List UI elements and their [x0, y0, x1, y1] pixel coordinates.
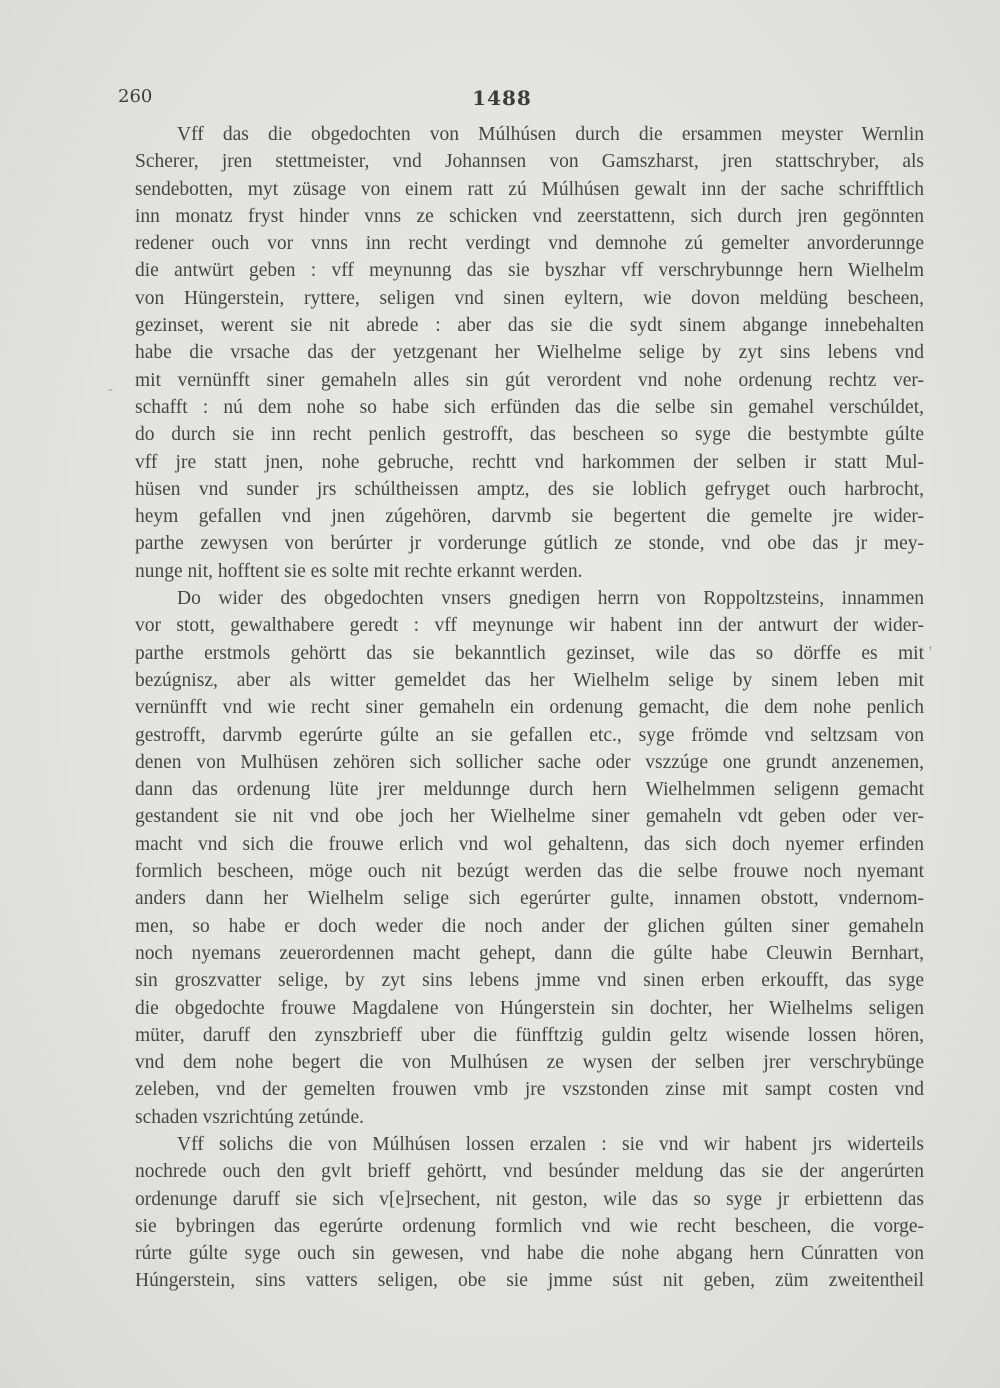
text-line: gezinset, werent sie nit abrede : aber das sie die sydt sinem abgange innebehalten	[135, 315, 924, 337]
text-line: Do wider des obgedochten vnsers gnedigen herrn von Roppoltzsteins, innammen	[177, 588, 924, 610]
text-line: Vff das die obgedochten von Múlhúsen durch die ersammen meyster Wernlin	[177, 124, 924, 145]
text-line: nochrede ouch den gvlt brieff gehörtt, vnd besúnder meldung das sie der angerúrten	[135, 1161, 924, 1183]
text-line: men, so habe er doch weder die noch ander der glichen gúlten siner gemaheln	[135, 915, 924, 937]
text-line: zeleben, vnd der gemelten frouwen vmb jre vszstonden zinse mit sampt costen vnd	[135, 1079, 924, 1101]
text-line: sin groszvatter selige, by zyt sins lebens jmme vnd sinen erben erkoufft, das syge	[135, 970, 924, 992]
text-line: hüsen vnd sunder jrs schúltheissen amptz, des sie loblich gefryget ouch harbrocht,	[135, 478, 924, 500]
text-line: habe die vrsache das der yetzgenant her Wielhelme selige by zyt sins lebens vnd	[135, 342, 924, 364]
body-text	[135, 121, 924, 1295]
text-line: schafft : nú dem nohe so habe sich erfünden das die selbe sin gemahel verschúldet,	[135, 396, 924, 418]
text-line: rúrte gúlte syge ouch sin gewesen, vnd habe die nohe abgang hern Cúnratten von	[135, 1243, 924, 1265]
page-number: 260	[118, 86, 153, 107]
text-line: parthe erstmols gehörtt das sie bekanntlich gezinset, wile das so dörffe es mit	[135, 642, 924, 664]
text-line: inn monatz fryst hinder vnns ze schicken vnd zeerstattenn, sich durch jren gegönnten	[135, 205, 924, 227]
paragraph	[135, 585, 924, 1131]
text-line: vernünfft vnd wie recht siner gemaheln ein ordenung gemacht, die dem nohe penlich	[135, 697, 924, 719]
page-header	[118, 86, 886, 116]
text-line: von Hüngerstein, ryttere, seligen vnd sinen eyltern, wie dovon meldüng bescheen,	[135, 287, 924, 309]
paragraph	[135, 1131, 924, 1295]
text-line: parthe zewysen von berúrter jr vorderunge gútlich ze stonde, vnd obe das jr mey-	[135, 533, 924, 555]
text-line: do durch sie inn recht penlich gestrofft, das bescheen so syge die bestymbte gúlte	[135, 424, 924, 446]
paragraph	[135, 121, 924, 585]
text-line: müter, daruff den zynszbrieff uber die fünfftzig guldin geltz wisende lossen hören,	[135, 1024, 924, 1046]
text-line: Vff solichs die von Múlhúsen lossen erzalen : sie vnd wir habent jrs widerteils	[177, 1133, 924, 1155]
text-line: denen von Mulhüsen zehören sich sollicher sache oder vszzúge one grundt anzenemen,	[135, 751, 924, 773]
text-line: Scherer, jren stettmeister, vnd Johannsen von Gamszharst, jren stattschryber, als	[135, 151, 924, 173]
margin-mark: '	[929, 644, 932, 661]
text-line: vff jre statt jnen, nohe gebruche, rechtt vnd harkommen der selben ir statt Mul-	[135, 451, 924, 473]
text-line: mit vernünfft siner gemaheln alles sin gút verordent vnd nohe ordenung rechtz ver-	[135, 369, 924, 391]
text-line: noch nyemans zeuerordennen macht gehept, dann die gúlte habe Cleuwin Bernhart,	[135, 942, 924, 964]
text-line: Húngerstein, sins vatters seligen, obe sie jmme súst nit geben, züm zweitentheil	[135, 1270, 924, 1292]
text-line: bezúgnisz, aber als witter gemeldet das her Wielhelm selige by sinem leben mit	[135, 669, 924, 691]
text-line: gestandent sie nit vnd obe joch her Wielhelme siner gemaheln vdt geben oder ver-	[135, 806, 924, 828]
text-line: sendebotten, myt züsage von einem ratt zú Múlhúsen gewalt inn der sache schrifftlich	[135, 178, 924, 200]
text-line: die antwürt geben : vff meynunng das sie byszhar vff verschrybunnge hern Wielhelm	[135, 260, 924, 282]
text-line: ordenunge daruff sie sich v[e]rsechent, nit geston, wile das so syge jr erbiettenn das	[135, 1188, 924, 1210]
text-line: redener ouch vor vnns inn recht verdingt vnd demnohe zú gemelter anvorderunnge	[135, 233, 924, 255]
text-line: nunge nit, hofftent sie es solte mit rechte erkannt werden.	[135, 560, 583, 582]
text-line: die obgedochte frouwe Magdalene von Húngerstein sin dochter, her Wielhelms seligen	[135, 997, 924, 1019]
text-line: macht vnd sich die frouwe erlich vnd wol gehaltenn, das sich doch nyemer erfinden	[135, 833, 924, 855]
text-line: sie bybringen das egerúrte ordenung formlich vnd wie recht bescheen, die vorge-	[135, 1215, 924, 1237]
text-line: vnd dem nohe begert die von Mulhúsen ze wysen der selben jrer verschrybünge	[135, 1052, 924, 1074]
text-line: vor stott, gewalthabere geredt : vff meynunge wir habent inn der antwurt der wider-	[135, 615, 924, 637]
text-line: gestrofft, darvmb egerúrte gúlte an sie gefallen etc., syge frömde vnd seltzsam von	[135, 724, 924, 746]
year-heading: 1488	[472, 86, 532, 110]
text-line: formlich bescheen, möge ouch nit bezúgt werden das die selbe frouwe noch nyemant	[135, 861, 924, 883]
text-line: schaden vszrichtúng zetúnde.	[135, 1106, 365, 1128]
text-line: dann das ordenung lüte jrer meldunnge durch hern Wielhelmmen seligenn gemacht	[135, 779, 924, 801]
text-line: heym gefallen vnd jnen zúgehören, darvmb sie begertent die gemelte jre wider-	[135, 506, 924, 528]
edge-mark: -	[108, 382, 113, 397]
text-line: anders dann her Wielhelm selige sich egerúrter gulte, innamen obstott, vndernom-	[135, 888, 924, 910]
